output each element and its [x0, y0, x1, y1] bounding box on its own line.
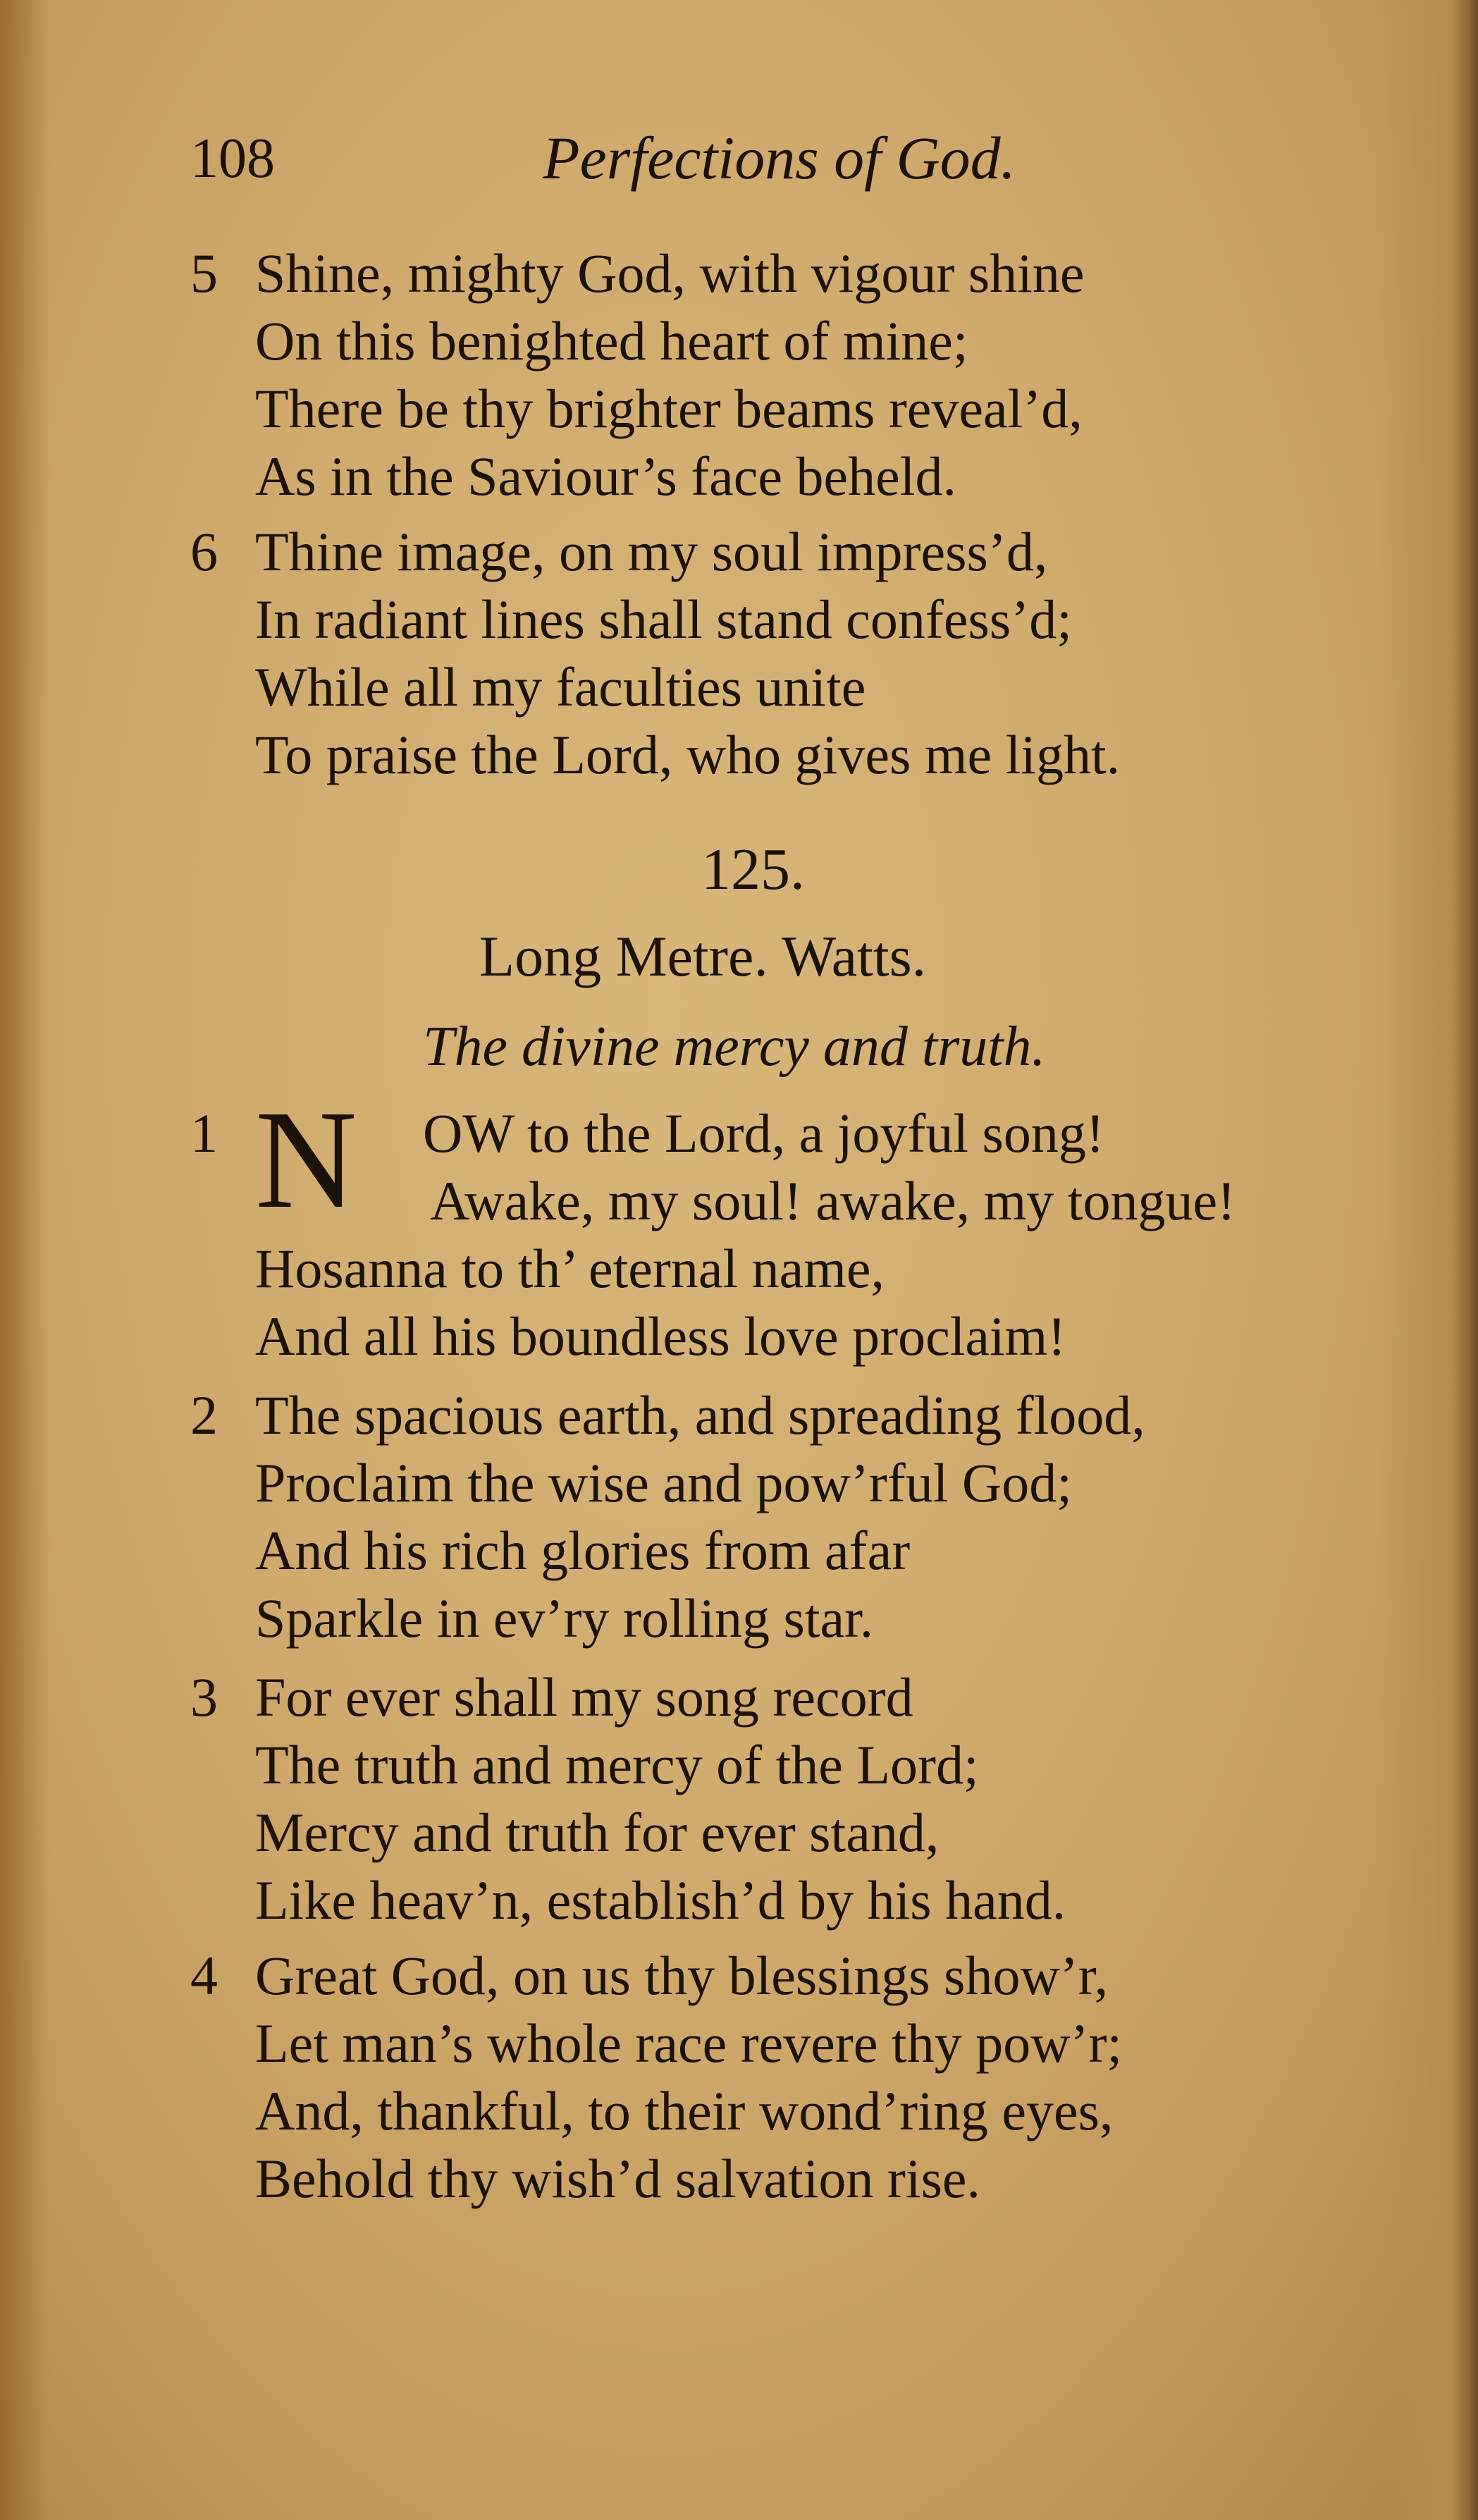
verse-line: Shine, mighty God, with vigour shine [255, 242, 1085, 304]
verse-line: The spacious earth, and spreading flood, [255, 1384, 1145, 1446]
verse-line: And his rich glories from afar [255, 1520, 911, 1581]
verse-line: To praise the Lord, who gives me light. [255, 724, 1121, 785]
stanza-number: 4 [190, 1945, 218, 2006]
stanza-number: 1 [190, 1102, 218, 1164]
stanza-number: 3 [190, 1666, 218, 1728]
verse-line: Great God, on us thy blessings show’r, [255, 1945, 1109, 2006]
stanza-number: 2 [190, 1384, 218, 1446]
stanza-number: 5 [190, 242, 218, 304]
page-edge-right [1379, 0, 1478, 2520]
hymn-meter: Long Metre. Watts. [479, 924, 927, 988]
verse-line: OW to the Lord, a joyful song! [423, 1102, 1104, 1164]
hymn-title: The divine mercy and truth. [423, 1016, 1046, 1078]
verse-line: There be thy brighter beams reveal’d, [255, 378, 1083, 439]
verse-line: As in the Saviour’s face beheld. [255, 445, 956, 507]
verse-line: While all my faculties unite [255, 656, 866, 718]
verse-line: Let man’s whole race revere thy pow’r; [255, 2012, 1123, 2074]
verse-line: The truth and mercy of the Lord; [255, 1734, 979, 1795]
verse-line: Like heav’n, establish’d by his hand. [255, 1869, 1066, 1931]
verse-line: Mercy and truth for ever stand, [255, 1802, 940, 1863]
verse-line: And, thankful, to their wond’ring eyes, [255, 2080, 1114, 2141]
page-header [190, 113, 1318, 190]
verse-line: Thine image, on my soul impress’d, [255, 521, 1048, 582]
verse-line: Sparkle in ev’ry rolling star. [255, 1587, 874, 1649]
verse-line: In radiant lines shall stand confess’d; [255, 589, 1072, 650]
verse-line: Awake, my soul! awake, my tongue! [430, 1170, 1236, 1231]
verse-line: Behold thy wish’d salvation rise. [255, 2148, 981, 2209]
running-title: Perfections of God. [543, 124, 1016, 192]
verse-line: And all his boundless love proclaim! [255, 1305, 1066, 1367]
page-number: 108 [190, 128, 275, 190]
stanza-number: 6 [190, 521, 218, 582]
hymn-number: 125. [701, 837, 805, 902]
verse-line: Hosanna to th’ eternal name, [255, 1238, 885, 1299]
verse-line: On this benighted heart of mine; [255, 310, 968, 371]
page-edge-left [0, 0, 49, 2520]
drop-cap: N [255, 1082, 357, 1238]
verse-line: For ever shall my song record [255, 1666, 913, 1728]
verse-line: Proclaim the wise and pow’rful God; [255, 1452, 1072, 1513]
